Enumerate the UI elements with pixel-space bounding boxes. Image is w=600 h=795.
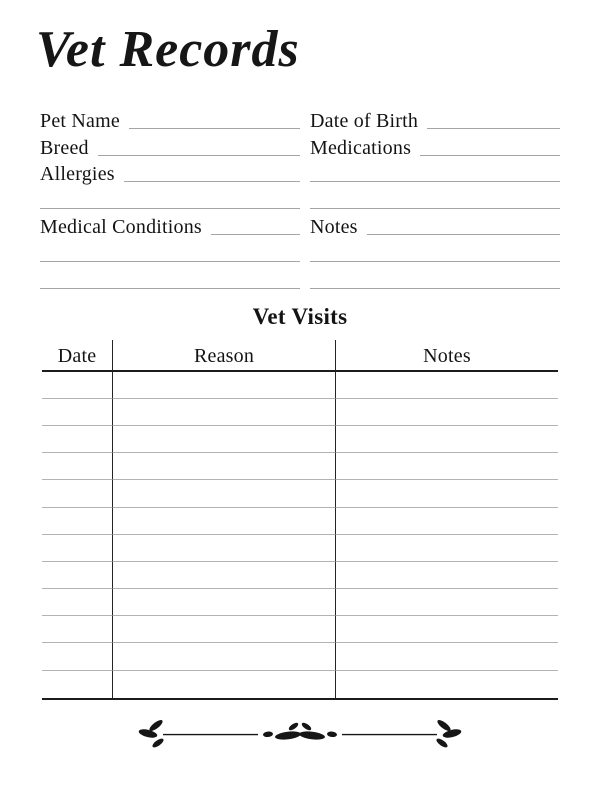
visit-cell bbox=[335, 671, 558, 698]
field-row-date-of-birth bbox=[310, 109, 560, 136]
field-row-blank bbox=[40, 242, 300, 269]
visit-row bbox=[42, 480, 558, 507]
visit-cell bbox=[335, 372, 558, 399]
field-line bbox=[427, 128, 560, 129]
field-line bbox=[40, 208, 300, 209]
field-line bbox=[310, 181, 560, 182]
visit-cell bbox=[335, 643, 558, 670]
vet-records-page bbox=[0, 18, 600, 795]
field-line bbox=[124, 181, 300, 182]
header-cell-reason: Reason bbox=[112, 340, 335, 372]
visit-cell bbox=[42, 372, 112, 399]
visit-cell bbox=[112, 480, 335, 507]
visit-cell bbox=[112, 508, 335, 535]
visit-row bbox=[42, 671, 558, 698]
field-label-pet-name: Pet Name bbox=[40, 110, 120, 133]
visit-cell bbox=[42, 616, 112, 643]
visit-cell bbox=[42, 426, 112, 453]
field-line bbox=[310, 261, 560, 262]
visit-cell bbox=[42, 643, 112, 670]
visit-row bbox=[42, 562, 558, 589]
visit-cell bbox=[335, 562, 558, 589]
visit-row bbox=[42, 616, 558, 643]
visit-cell bbox=[42, 562, 112, 589]
visit-cell bbox=[335, 453, 558, 480]
field-line bbox=[211, 234, 300, 235]
visits-table bbox=[42, 340, 558, 700]
visits-header-row bbox=[42, 340, 558, 372]
visit-row bbox=[42, 426, 558, 453]
field-row-medications bbox=[310, 136, 560, 163]
field-row-blank bbox=[310, 269, 560, 296]
field-label-allergies: Allergies bbox=[40, 163, 115, 186]
field-label-notes: Notes bbox=[310, 216, 358, 239]
field-row-pet-name bbox=[40, 109, 300, 136]
field-line bbox=[40, 288, 300, 289]
visit-cell bbox=[42, 480, 112, 507]
visit-cell bbox=[112, 589, 335, 616]
page-title: Vet Records bbox=[36, 21, 300, 78]
visit-cell bbox=[112, 562, 335, 589]
visit-cell bbox=[112, 616, 335, 643]
field-row-blank bbox=[310, 163, 560, 190]
field-row-notes bbox=[310, 216, 560, 243]
visit-cell bbox=[335, 508, 558, 535]
visit-row bbox=[42, 643, 558, 670]
visit-cell bbox=[335, 535, 558, 562]
field-row-blank bbox=[310, 189, 560, 216]
visits-heading: Vet Visits bbox=[252, 303, 348, 329]
visit-cell bbox=[112, 535, 335, 562]
visit-cell bbox=[335, 399, 558, 426]
field-line bbox=[310, 288, 560, 289]
field-line bbox=[129, 128, 300, 129]
visit-cell bbox=[42, 399, 112, 426]
visit-cell bbox=[335, 480, 558, 507]
visit-cell bbox=[335, 426, 558, 453]
visit-cell bbox=[112, 372, 335, 399]
leaf-flourish-icon bbox=[135, 716, 465, 750]
visit-cell bbox=[42, 671, 112, 698]
field-line bbox=[98, 155, 300, 156]
field-row-blank bbox=[40, 189, 300, 216]
visit-row bbox=[42, 535, 558, 562]
visit-cell bbox=[42, 589, 112, 616]
visit-cell bbox=[335, 589, 558, 616]
visit-cell bbox=[42, 535, 112, 562]
field-row-breed bbox=[40, 136, 300, 163]
visit-cell bbox=[42, 453, 112, 480]
visit-row bbox=[42, 399, 558, 426]
field-label-medical-conditions: Medical Conditions bbox=[40, 216, 202, 239]
visit-cell bbox=[112, 671, 335, 698]
pet-info-right-column bbox=[310, 109, 560, 295]
visit-row bbox=[42, 508, 558, 535]
field-line bbox=[367, 234, 560, 235]
field-line bbox=[40, 261, 300, 262]
footer-divider bbox=[0, 716, 600, 755]
pet-info-form bbox=[40, 109, 560, 295]
field-label-medications: Medications bbox=[310, 136, 412, 159]
field-line bbox=[420, 155, 560, 156]
field-row-allergies bbox=[40, 163, 300, 190]
header-cell-notes: Notes bbox=[335, 340, 558, 372]
visits-table-body bbox=[42, 372, 558, 698]
field-line bbox=[310, 208, 560, 209]
field-row-blank bbox=[310, 242, 560, 269]
field-label-breed: Breed bbox=[40, 136, 89, 159]
visit-cell bbox=[42, 508, 112, 535]
field-row-blank bbox=[40, 269, 300, 296]
visit-row bbox=[42, 453, 558, 480]
pet-info-left-column bbox=[40, 109, 300, 295]
visit-cell bbox=[112, 643, 335, 670]
visit-row bbox=[42, 372, 558, 399]
field-row-medical-conditions bbox=[40, 216, 300, 243]
visit-cell bbox=[112, 426, 335, 453]
header-cell-date: Date bbox=[42, 340, 112, 372]
visit-cell bbox=[112, 399, 335, 426]
visit-cell bbox=[335, 616, 558, 643]
field-label-date-of-birth: Date of Birth bbox=[310, 110, 419, 133]
visit-cell bbox=[112, 453, 335, 480]
visit-row bbox=[42, 589, 558, 616]
